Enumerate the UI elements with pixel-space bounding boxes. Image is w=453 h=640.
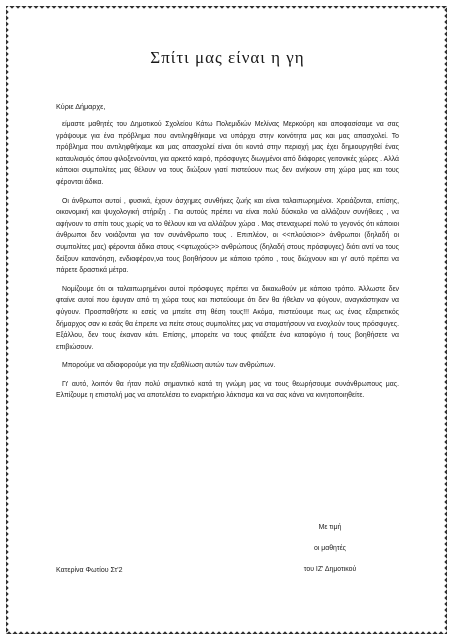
letter-title: Σπίτι μας είναι η γη [150,48,305,67]
letter-body [56,48,399,409]
closing-block [260,522,400,585]
paragraph-3: Νομίζουμε ότι οι ταλαιπωρημένοι αυτοί πρόσφυγες πρέπει να δικαιωθούν με κάποιο τρόπο. Άλλωστε δεν φταίνε αυτοί που έφυγαν από τη χώρα τους και πιστεύουμε ότι δεν θα ήθελαν να φύγουν, αναγκάστηκαν να φύγουν. Προσπαθήστε κι εσείς να μπείτε στη θέση τους!!! Ακόμα, πιστεύουμε πως ως ένας εξαιρετικός δήμαρχος σαν κι εσάς θα έπρεπε να πείτε στους συμπολίτες μας να σταματήσουν να ενοχλούν τους πρόσφυγες. Εξάλλου, δεν τους έκαναν κάτι. Επίσης, μπορείτε να τους φτιάξετε ένα καταφύγιο ή τους βοηθήσετε να επιβιώσουν. [56,285,399,351]
closing-line-1: Με τιμή [318,524,342,531]
salutation: Κύριε Δήμαρχε, [56,102,106,111]
paragraph-1: είμαστε μαθητές του Δημοτικού Σχολείου Κάτω Πολεμιδιών Μελίνας Μερκούρη και αποφασίσαμε να σας γράψουμε για ένα πρόβλημα που αντιληφθήκαμε να υπάρχει στην κοινότητα μας και μας απασχολεί. Το πρόβλημα που αντιληφθήκαμε και μας απασχολεί είναι ότι κοντά στην περιοχή μας έχει δημιουργηθεί ένας καταυλισμός όπου φιλοξενούνται, για αρκετό καιρό, πρόσφυγες διωγμένοι από διάφορες γειτονικές χώρες . Αλλά κάποιοι συμπολίτες μας θέλουν να τους διώξουν γιατί πιστεύουν πως δεν ανήκουν στη χώρα μας και τους φέρονται άδικα. [56,121,399,186]
decorative-border-top [6,6,447,12]
paragraph-4: Μπορούμε να αδιαφορούμε για την εξαθλίωση αυτών των ανθρώπων. [62,362,276,370]
closing-line-2: οι μαθητές [313,545,346,552]
paragraph-2: Οι άνθρωποι αυτοί , φυσικά, έχουν άσχημες συνθήκες ζωής και είναι ταλαιπωρημένοι. Χρειάζονται, επίσης, οικονομική και ψυχολογική στήριξη . Για αυτούς πρέπει να είναι πολύ δύσκολο να αλλάζουν συνήθειες , να αφήνουν το σπίτι τους χωρίς να το θέλουν και να αλλάζουν χώρα . Μας στεναχωρεί πολύ το γεγονός ότι κάποιοι άνθρωποι δεν νοιάζονται για τον συνάνθρωπο τους . Επιπλέον, οι <<πλούσιοι>> άνθρωποι (δηλαδή οι συμπολίτες μας) φέρονται άδικα στους <<φτωχούς>> ανθρώπους (δηλαδή στους πρόσφυγες) διότι αντί να τους δείξουν κατανόηση, ενδιαφέρον,να τους βοηθήσουν με κάποιο τρόπο , τους διώχνουν και γι' αυτό πρέπει να πάρετε δραστικά μέτρα. [56,197,399,275]
paragraph-5: Γι' αυτό, λοιπόν θα ήταν πολύ σημαντικό κατά τη γνώμη μας να τους θεωρήσουμε συνάνθρωπους μας. Ελπίζουμε η επιστολή μας να αποτελέσει το εναρκτήριο λάκτισμα και να σας κάνει να κινητοποιηθείτε. [56,380,399,400]
author-name: Κατερίνα Φωτίου Στ'2 [56,567,123,574]
closing-line-3: του ΙΖ' Δημοτικού [303,566,357,573]
decorative-border-right [441,6,447,634]
decorative-border-bottom [6,628,447,634]
decorative-border-left [6,6,12,634]
